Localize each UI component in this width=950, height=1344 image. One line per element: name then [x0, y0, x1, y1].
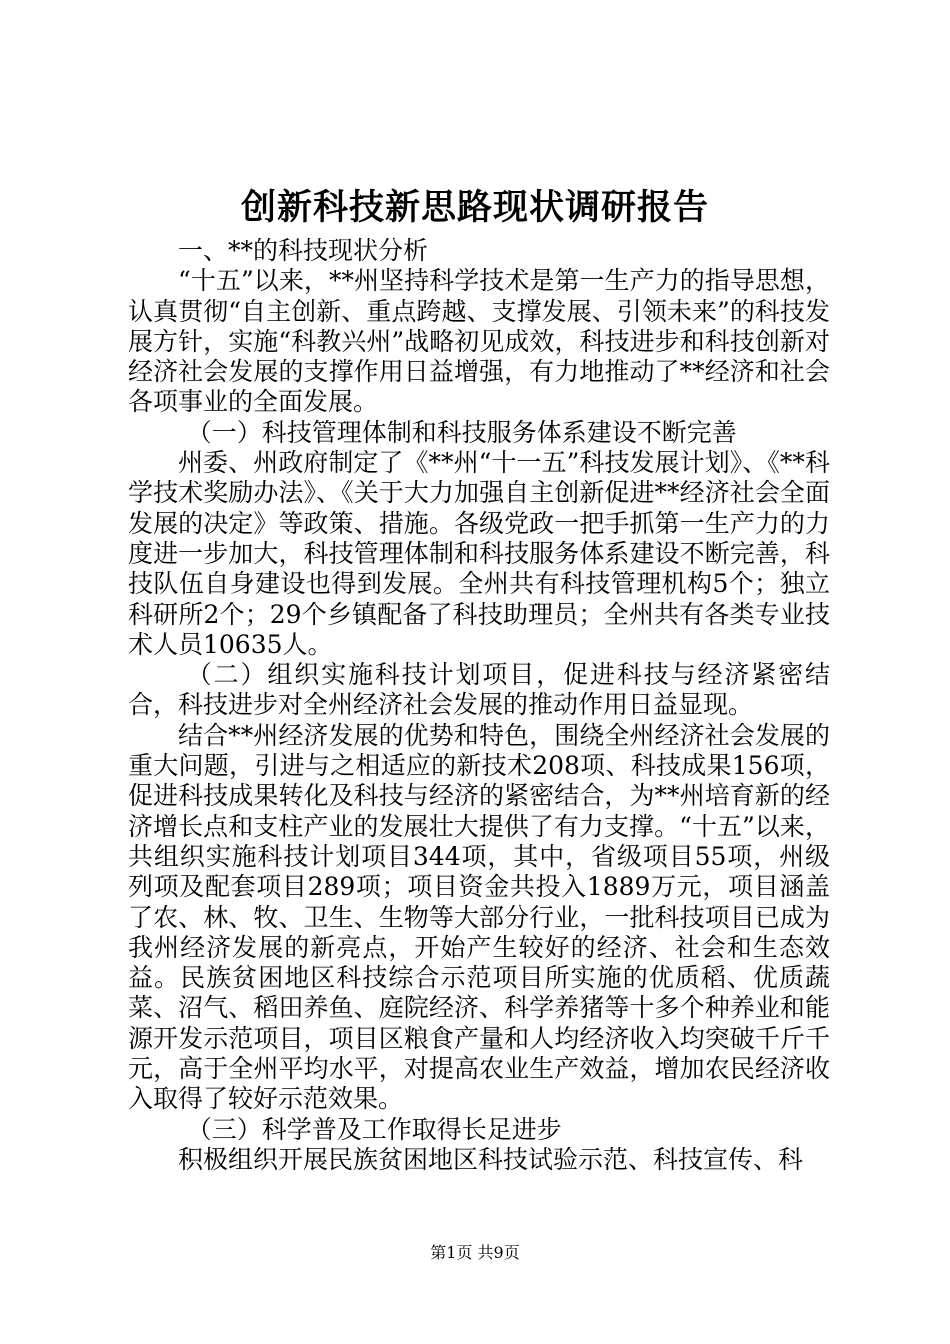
subsection-heading: （一）科技管理体制和科技服务体系建设不断完善	[186, 417, 737, 447]
body-paragraph: 州委、州政府制定了《**州“十一五”科技发展计划》、《**科学技术奖励办法》、《关于大力加强自主创新促进**经济社会全面发展的决定》等政策、措施。各级党政一把手抓第一生产力的力度进一步加大，科技管理体制和科技服务体系建设不断完善，科技队伍自身建设也得到发展。全州共有科技管理机构5个；独立科研所2个；29个乡镇配备了科技助理员；全州共有各类专业技术人员10635人。	[128, 448, 830, 659]
body-paragraph: 结合**州经济发展的优势和特色，围绕全州经济社会发展的重大问题，引进与之相适应的新技术208项、科技成果156项，促进科技成果转化及科技与经济的紧密结合，为**州培育新的经济增长点和支柱产业的发展壮大提供了有力支撑。“十五”以来，共组织实施科技计划项目344项，其中，省级项目55项，州级列项及配套项目289项；项目资金共投入1889万元，项目涵盖了农、林、牧、卫生、生物等大部分行业，一批科技项目已成为我州经济发展的新亮点，开始产生较好的经济、社会和生态效益。民族贫困地区科技综合示范项目所实施的优质稻、优质蔬菜、沼气、稻田养鱼、庭院经济、科学养猪等十多个种养业和能源开发示范项目，项目区粮食产量和人均经济收入均突破千斤千元，高于全州平均水平，对提高农业生产效益，增加农民经济收入取得了较好示范效果。	[128, 720, 830, 1114]
body-paragraph: 积极组织开展民族贫困地区科技试验示范、科技宣传、科	[178, 1144, 804, 1174]
section-heading: 一、**的科技现状分析	[178, 236, 429, 265]
subsection-heading: （三）科学普及工作取得长足进步	[186, 1114, 562, 1144]
body-paragraph: “十五”以来，**州坚持科学技术是第一生产力的指导思想，认真贯彻“自主创新、重点跨越、支撑发展、引领未来”的科技发展方针，实施“科教兴州”战略初见成效，科技进步和科技创新对经济社会发展的支撑作用日益增强，有力地推动了**经济和社会各项事业的全面发展。	[128, 266, 830, 417]
document-body	[128, 236, 830, 1175]
document-title: 创新科技新思路现状调研报告	[240, 187, 709, 228]
page-footer: 第1页 共9页	[430, 1243, 520, 1262]
subsection-heading: （二）组织实施科技计划项目，促进科技与经济紧密结合，科技进步对全州经济社会发展的推动作用日益显现。	[128, 660, 830, 720]
